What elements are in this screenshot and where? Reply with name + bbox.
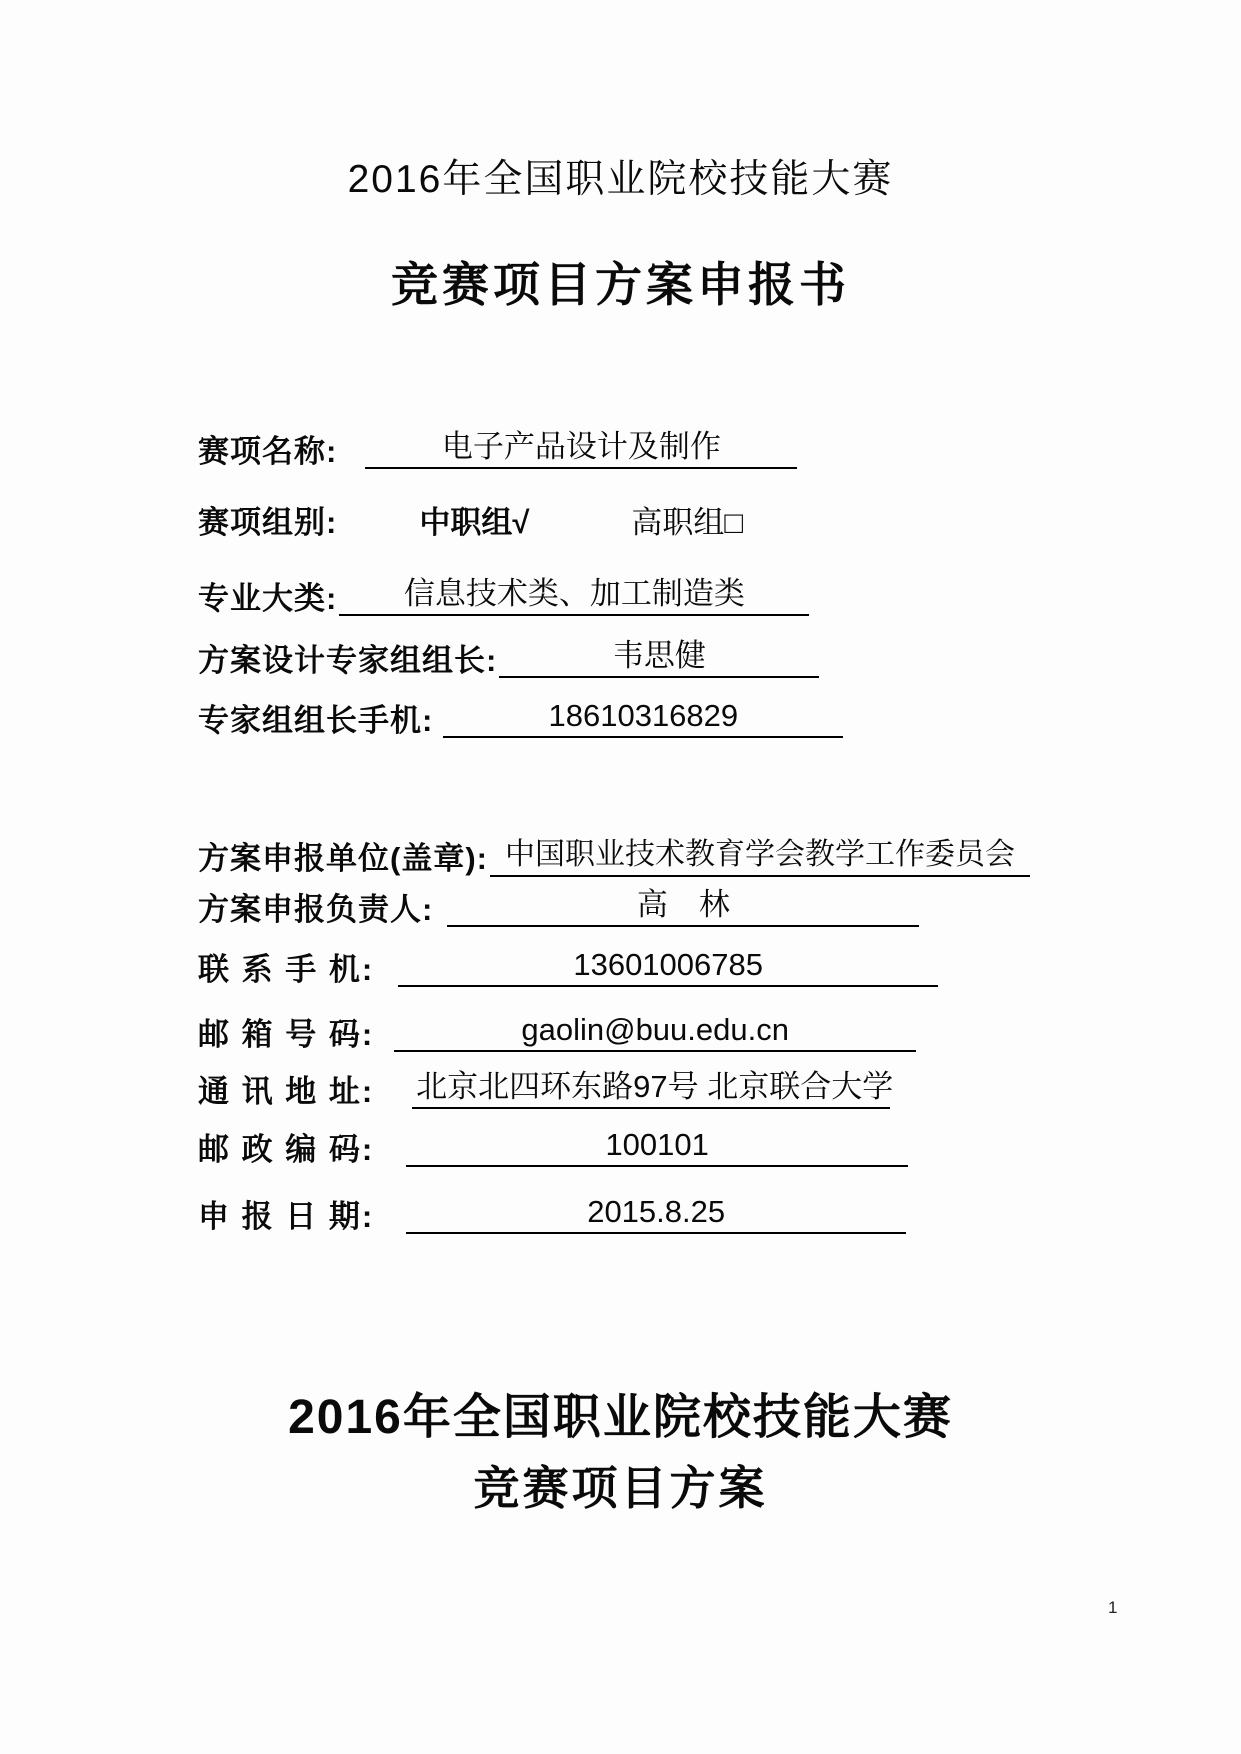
field-email xyxy=(198,1011,916,1052)
field-value-underlined: gaolin@buu.edu.cn xyxy=(394,1011,916,1052)
field-value-underlined: 中国职业技术教育学会教学工作委员会 xyxy=(490,837,1030,877)
field-label: 申 报 日 期: xyxy=(198,1198,375,1234)
field-value-underlined: 100101 xyxy=(406,1126,908,1167)
field-value-underlined: 13601006785 xyxy=(398,946,938,987)
field-applicant-unit xyxy=(198,837,1030,877)
field-label: 赛项名称: xyxy=(198,433,338,469)
option-secondary-vocational-checked: 中职组√ xyxy=(419,505,530,540)
footer-title: 2016年全国职业院校技能大赛 xyxy=(288,1391,953,1444)
page-number: 1 xyxy=(1108,1598,1118,1617)
field-label: 专家组组长手机: xyxy=(198,702,434,738)
field-value-underlined: 信息技术类、加工制造类 xyxy=(339,575,809,616)
field-label: 邮 政 编 码: xyxy=(198,1131,375,1167)
field-applicant-person xyxy=(198,886,919,927)
field-value-underlined: 18610316829 xyxy=(443,697,843,738)
field-expert-leader-phone xyxy=(198,697,843,738)
field-major-category xyxy=(198,575,809,616)
field-expert-group-leader xyxy=(198,637,819,678)
field-value-underlined: 电子产品设计及制作 xyxy=(365,428,797,469)
field-value-underlined: 韦思健 xyxy=(499,637,819,678)
field-event-name xyxy=(198,428,797,469)
option-higher-vocational-unchecked: 高职组□ xyxy=(631,505,744,540)
field-label: 方案申报单位(盖章): xyxy=(198,841,488,877)
field-label: 方案设计专家组组长: xyxy=(198,642,498,678)
field-value-underlined: 高 林 xyxy=(447,886,919,927)
field-label: 专业大类: xyxy=(198,580,338,616)
field-value-underlined: 北京北四环东路97号 北京联合大学 xyxy=(412,1068,890,1109)
field-address xyxy=(198,1068,894,1109)
field-contact-phone xyxy=(198,946,938,987)
field-label: 邮 箱 号 码: xyxy=(198,1016,375,1052)
field-value-underlined: 2015.8.25 xyxy=(406,1193,906,1234)
field-label: 赛项组别: xyxy=(198,505,338,540)
field-label: 通 讯 地 址: xyxy=(198,1073,375,1109)
document-title: 2016年全国职业院校技能大赛 xyxy=(347,158,894,201)
field-apply-date xyxy=(198,1193,906,1234)
field-event-group xyxy=(198,505,743,541)
document-subtitle: 竞赛项目方案申报书 xyxy=(391,258,850,311)
field-label: 联 系 手 机: xyxy=(198,951,375,987)
field-label: 方案申报负责人: xyxy=(198,891,434,927)
footer-subtitle: 竞赛项目方案 xyxy=(473,1462,768,1514)
field-postal-code xyxy=(198,1126,908,1167)
